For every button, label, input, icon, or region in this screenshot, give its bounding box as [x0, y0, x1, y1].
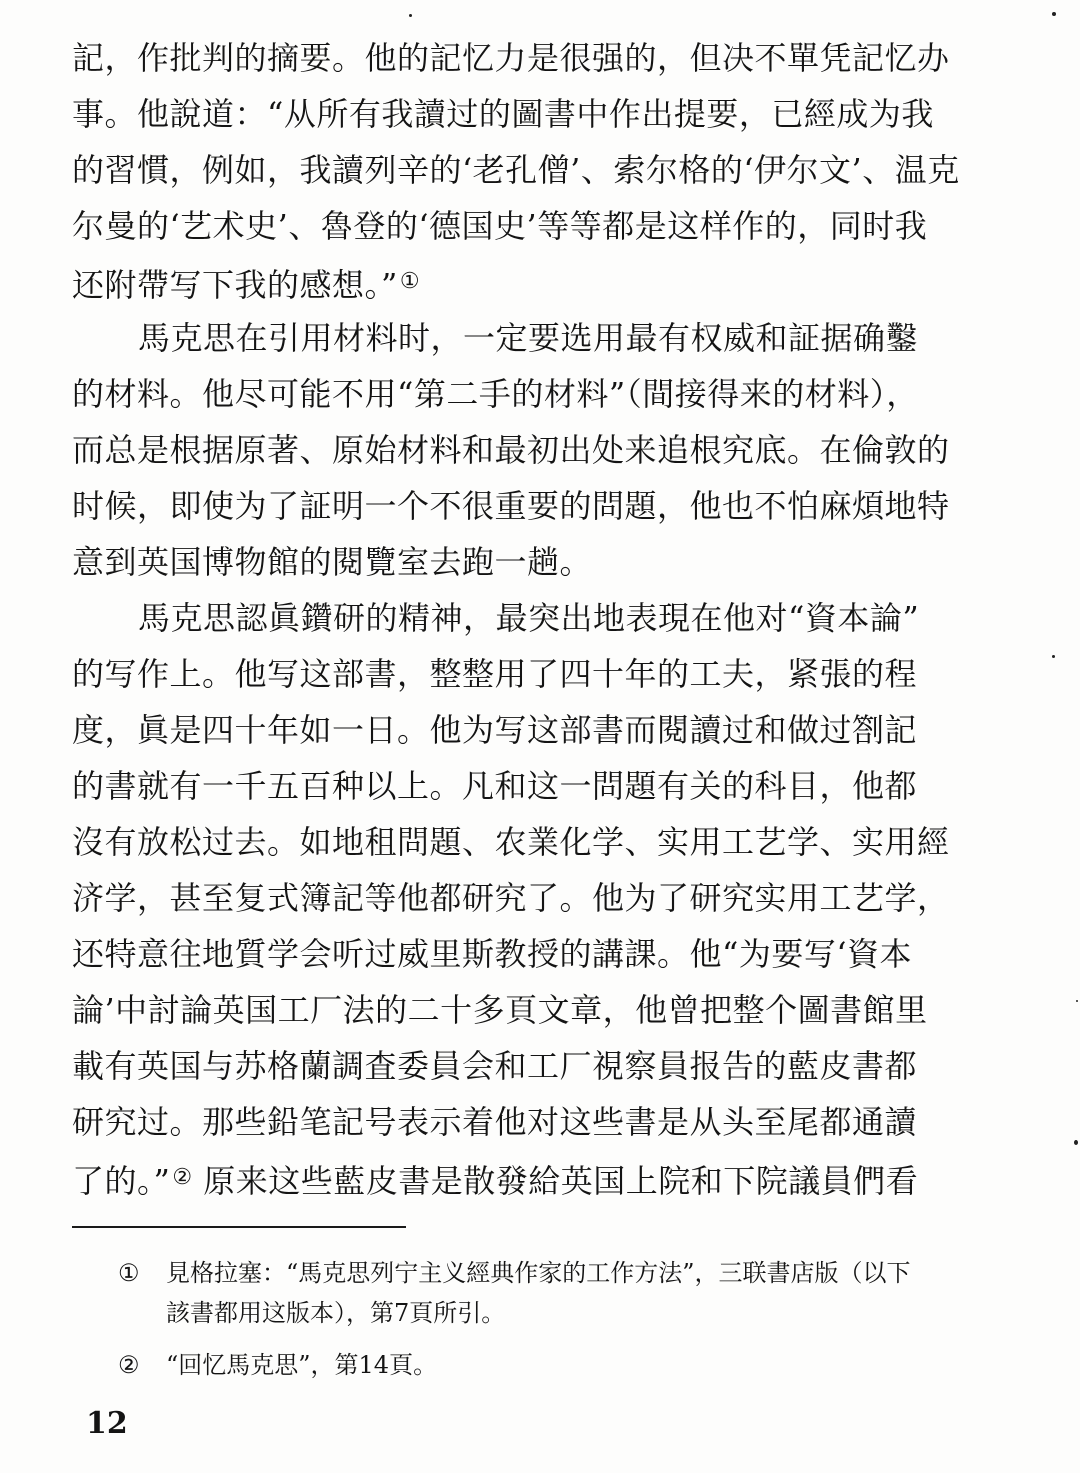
- footnote-ref: ①: [399, 269, 421, 294]
- body-line: 尔曼的‘艺术史’、魯登的‘德国史’等等都是这样作的，同时我: [72, 207, 928, 245]
- page-number: 12: [86, 1406, 128, 1441]
- body-line: 沒有放松过去。如地租問題、农業化学、实用工艺学、实用經: [72, 823, 950, 861]
- body-line: 济学，甚至复式簿記等他都研究了。他为了研究实用工艺学，: [72, 879, 950, 917]
- footnote-line: 該書都用这版本），第7頁所引。: [166, 1299, 506, 1327]
- body-line: 的書就有一千五百种以上。凡和这一問題有关的科目，他都: [72, 767, 918, 805]
- footnote-ref: ②: [172, 1165, 193, 1190]
- body-line: 記，作批判的摘要。他的記忆力是很强的，但决不單凭記忆办: [72, 39, 950, 77]
- body-line: 載有英国与苏格蘭調査委員会和工厂視察員报告的藍皮書都: [72, 1047, 918, 1085]
- footnotes: [118, 1253, 978, 1385]
- footnote: [118, 1253, 978, 1333]
- body-line-text: 了的。”: [72, 1162, 171, 1200]
- body-line: [72, 1150, 972, 1206]
- body-line: 度，眞是四十年如一日。他为写这部書而閱讀过和做过劄記: [72, 711, 918, 749]
- body-text: [72, 30, 972, 1206]
- footnote: [118, 1345, 978, 1385]
- body-line: 研究过。那些鉛笔記号表示着他对这些書是从头至尾都通讀: [72, 1103, 918, 1141]
- body-line-text: 还附帶写下我的感想。”: [72, 266, 398, 304]
- body-line-text: 原来这些藍皮書是散發給英国上院和下院議員們看: [203, 1162, 919, 1200]
- body-line: 馬克思在引用材料时，一定要选用最有权威和証据确鑿: [138, 319, 919, 357]
- body-line: [72, 254, 972, 310]
- footnote-line: [118, 1253, 978, 1293]
- footnote-marker: ①: [118, 1259, 140, 1287]
- body-line: 时候，即使为了証明一个不很重要的問題，他也不怕麻煩地特: [72, 487, 950, 525]
- body-line: 的材料。他尽可能不用“第二手的材料”（間接得来的材料），: [72, 375, 919, 413]
- body-line: 的写作上。他写这部書，整整用了四十年的工夫，紧張的程: [72, 655, 918, 693]
- footnote-text: “回忆馬克思”，第14頁。: [166, 1351, 438, 1379]
- body-line: 还特意往地質学会听过威里斯教授的講課。他“为要写‘資本: [72, 935, 913, 973]
- body-line: 論’中討論英国工厂法的二十多頁文章，他曾把整个圖書館里: [72, 991, 928, 1029]
- body-line: 而总是根据原著、原始材料和最初出处来追根究底。在倫敦的: [72, 431, 950, 469]
- body-line: 事。他說道：“从所有我讀过的圖書中作出提要，已經成为我: [72, 95, 934, 133]
- footnote-text: 見格拉塞：“馬克思列宁主义經典作家的工作方法”，三联書店版（以下: [166, 1259, 911, 1287]
- body-line: 的習慣，例如，我讀列辛的‘老孔僧’、索尔格的‘伊尔文’、温克: [72, 151, 960, 189]
- footnote-line: [118, 1345, 978, 1385]
- body-line: 意到英国博物館的閱覽室去跑一趟。: [72, 543, 593, 581]
- body-line: 馬克思認眞鑽研的精神，最突出地表現在他对“資本論”: [138, 599, 920, 637]
- footnote-divider: [72, 1226, 406, 1228]
- footnote-marker: ②: [118, 1351, 140, 1379]
